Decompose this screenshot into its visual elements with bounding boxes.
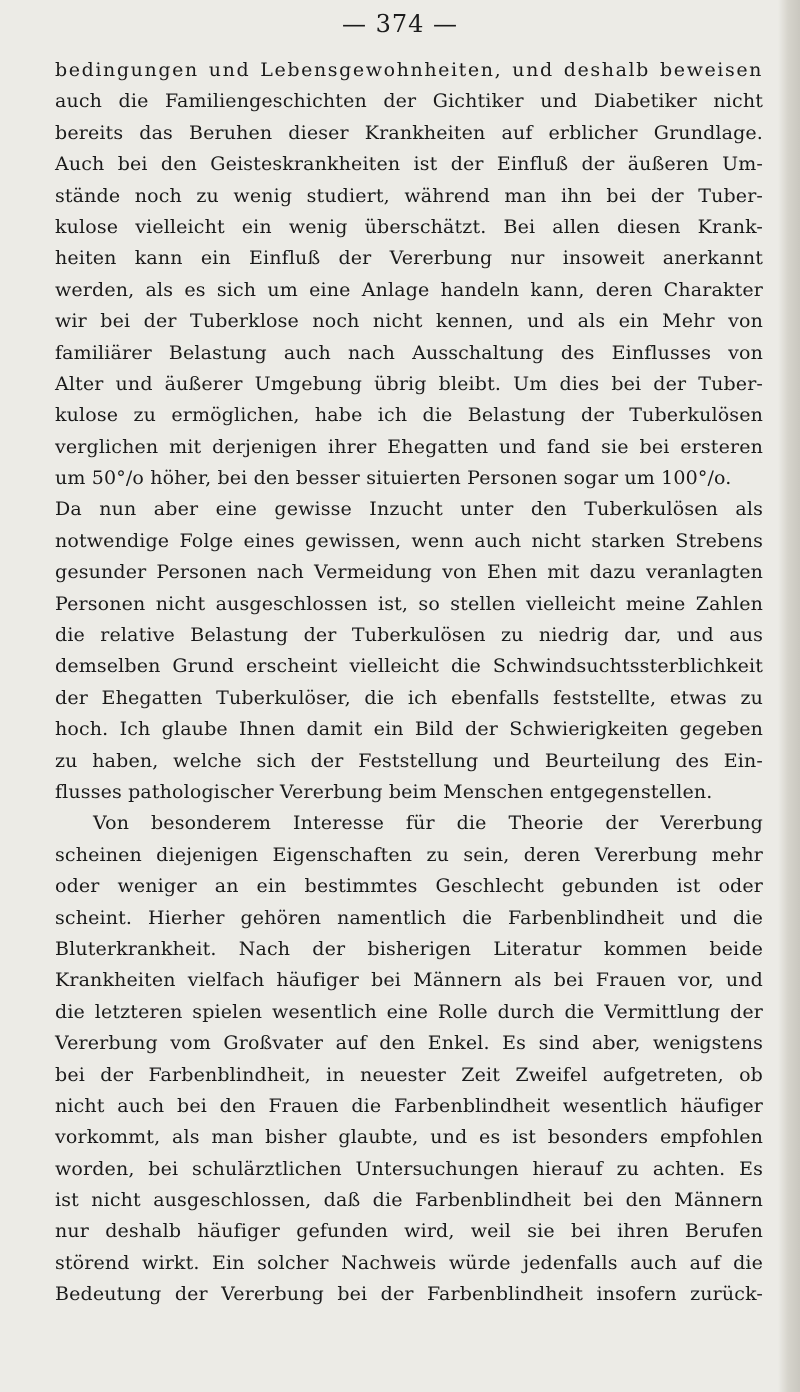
text-line: nur deshalb häufiger gefunden wird, weil sie bei ihren Berufen [55, 1220, 763, 1243]
text-line: Bedeutung der Vererbung bei der Farbenblindheit insofern zurück- [55, 1283, 763, 1306]
text-line: Alter und äußerer Umgebung übrig bleibt. Um dies bei der Tuber- [55, 372, 763, 395]
text-line: stände noch zu wenig studiert, während man ihn bei der Tuber- [55, 184, 763, 207]
text-line: hoch. Ich glaube Ihnen damit ein Bild der Schwierigkeiten gegeben [55, 718, 763, 741]
page-number: — 374 — [341, 10, 459, 38]
text-line: oder weniger an ein bestimmtes Geschlecht gebunden ist oder [55, 875, 763, 898]
text-line: Von besonderem Interesse für die Theorie der Vererbung [93, 812, 763, 835]
text-line: bei der Farbenblindheit, in neuester Zeit Zweifel aufgetreten, ob [55, 1063, 763, 1086]
text-line: um 50°/o höher, bei den besser situierten Personen sogar um 100°/o. [55, 467, 732, 490]
text-line: gesunder Personen nach Vermeidung von Ehen mit dazu veranlagten [55, 561, 763, 584]
text-line: vorkommt, als man bisher glaubte, und es ist besonders empfohlen [55, 1126, 763, 1149]
text-line: notwendige Folge eines gewissen, wenn auch nicht starken Strebens [55, 529, 763, 552]
text-line: ist nicht ausgeschlossen, daß die Farbenblindheit bei den Männern [55, 1189, 763, 1212]
text-line: Personen nicht ausgeschlossen ist, so stellen vielleicht meine Zahlen [55, 592, 763, 615]
text-line: heiten kann ein Einfluß der Vererbung nur insoweit anerkannt [55, 247, 763, 270]
text-line: scheint. Hierher gehören namentlich die Farbenblindheit und die [55, 906, 763, 929]
text-line: auch die Familiengeschichten der Gichtiker und Diabetiker nicht [55, 90, 763, 113]
text-line: Krankheiten vielfach häufiger bei Männern als bei Frauen vor, und [55, 969, 763, 992]
text-line: werden, als es sich um eine Anlage handeln kann, deren Charakter [55, 278, 763, 301]
text-line: Vererbung vom Großvater auf den Enkel. Es sind aber, wenigstens [55, 1032, 763, 1055]
text-line: kulose zu ermöglichen, habe ich die Belastung der Tuberkulösen [55, 404, 763, 427]
text-line: bereits das Beruhen dieser Krankheiten auf erblicher Grundlage. [55, 121, 763, 144]
text-line: Auch bei den Geisteskrankheiten ist der Einfluß der äußeren Um- [55, 153, 763, 176]
text-line: nicht auch bei den Frauen die Farbenblindheit wesentlich häufiger [55, 1094, 763, 1117]
text-line: Bluterkrankheit. Nach der bisherigen Literatur kommen beide [55, 937, 763, 960]
text-line: bedingungen und Lebensgewohnheiten, und deshalb beweisen [55, 59, 763, 81]
body-text [55, 55, 763, 1311]
text-line: die relative Belastung der Tuberkulösen zu niedrig dar, und aus [55, 624, 763, 647]
text-line: worden, bei schulärztlichen Untersuchungen hierauf zu achten. Es [55, 1157, 763, 1180]
page-edge-shadow [778, 0, 800, 1392]
text-line: kulose vielleicht ein wenig überschätzt. Bei allen diesen Krank- [55, 215, 763, 238]
text-line: die letzteren spielen wesentlich eine Rolle durch die Vermittlung der [55, 1000, 763, 1023]
text-line: verglichen mit derjenigen ihrer Ehegatten und fand sie bei ersteren [55, 435, 763, 458]
text-line: flusses pathologischer Vererbung beim Menschen entgegenstellen. [55, 780, 713, 803]
text-line: der Ehegatten Tuberkulöser, die ich ebenfalls feststellte, etwas zu [55, 686, 763, 709]
text-line: wir bei der Tuberklose noch nicht kennen, und als ein Mehr von [55, 310, 763, 333]
text-line: demselben Grund erscheint vielleicht die Schwindsuchtssterblichkeit [55, 655, 763, 678]
text-line: zu haben, welche sich der Feststellung und Beurteilung des Ein- [55, 749, 763, 772]
text-line: scheinen diejenigen Eigenschaften zu sein, deren Vererbung mehr [55, 843, 763, 866]
text-line: Da nun aber eine gewisse Inzucht unter den Tuberkulösen als [55, 498, 763, 521]
text-line: störend wirkt. Ein solcher Nachweis würde jedenfalls auch auf die [55, 1251, 763, 1274]
text-line: familiärer Belastung auch nach Ausschaltung des Einflusses von [55, 341, 763, 364]
